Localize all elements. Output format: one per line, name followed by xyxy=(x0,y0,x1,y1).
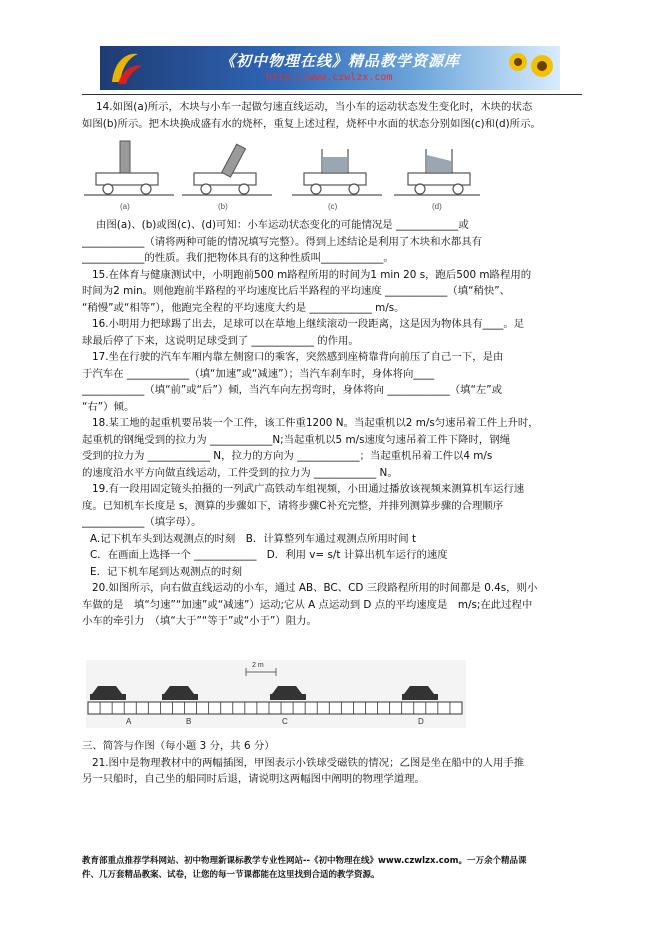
text-line: 如图(b)所示。把木块换成盛有水的烧杯，重复上述过程，烧杯中水面的状态分别如图(c)和(d)所示。 xyxy=(82,117,541,130)
figure-label-c: (c) xyxy=(328,202,338,211)
questions-body xyxy=(82,217,582,630)
header-banner xyxy=(100,46,560,90)
text-line: 车做的是 填“匀速”“加速”或“减速”）运动;它从 A 点运动到 D 点的平均速度是 m/s;在此过程中 xyxy=(82,598,533,611)
text-line: 另一只船时，自己坐的船同时后退，请说明这两幅图中阐明的物理学道理。 xyxy=(82,773,425,785)
text-line: 小车的牵引力 （填“大于”“等于”或“小于”）阻力。 xyxy=(82,615,317,627)
text-line: E．记下机车尾到达观测点的时刻 xyxy=(90,565,243,578)
section-3 xyxy=(82,738,582,788)
cart-figure xyxy=(82,135,482,215)
text-line: ____________（填字母）。 xyxy=(82,516,202,528)
footer-line: 教育部重点推荐学科网站、初中物理新课标教学专业性网站--《初中物理在线》www.czwlzx.com。一万余个精品课 xyxy=(82,856,527,866)
text-line: A.记下机车头到达观测点的时刻 B．计算整列车通过观测点所用时间 t xyxy=(90,532,417,545)
text-line: 14.如图(a)所示，木块与小车一起做匀速直线运动，当小车的运动状态发生变化时，木块的状态 xyxy=(96,101,533,113)
text-line: ____________的性质。我们把物体具有的这种性质叫____________。 xyxy=(82,252,394,264)
text-line: 20.如图所示，向右做直线运动的小车，通过 AB、BC、CD 三段路程所用的时间都是 0.4s，则小 xyxy=(92,582,538,594)
page-footer xyxy=(82,854,582,882)
text-line: 17.坐在行驶的汽车车厢内靠左侧窗口的乘客，突然感到座椅靠背向前压了自己一下，是由 xyxy=(92,351,504,363)
point-d-label: D xyxy=(418,717,424,726)
text-line: 16.小明用力把球踢了出去，足球可以在草地上继续滚动一段距离，这是因为物体具有____。足 xyxy=(92,318,525,330)
site-logo-icon xyxy=(104,48,146,88)
text-line: “稍慢”或“相等”），他跑完全程的平均速度大约是 ____________ m/s。 xyxy=(82,301,405,314)
figure-label-a: (a) xyxy=(120,202,130,211)
text-line: 度。已知机车长度是 s，测算的步骤如下，请将步骤C补充完整，并排列测算步骤的合理顺序 xyxy=(82,499,504,512)
figure-label-d: (d) xyxy=(432,202,442,211)
text-line: 18.某工地的起重机要吊装一个工件，该工件重1200 N。当起重机以2 m/s匀速吊着工件上升时， xyxy=(92,417,539,429)
header-rule xyxy=(82,94,582,95)
footer-line: 件、几万套精品教案、试卷，让您的每一节课都能在这里找到合适的教学资源。 xyxy=(82,870,380,880)
text-line: 球最后停了下来，这说明足球受到了 ____________ 的作用。 xyxy=(82,334,359,347)
question-14-intro xyxy=(82,99,582,132)
scale-label: 2 m xyxy=(252,662,264,669)
text-line: 时间为2 min。则他跑前半路程的平均速度比后半路程的平均速度 ____________（填“稍快”、 xyxy=(82,285,511,297)
text-line: 21.图中是物理教材中的两幅插图，甲图表示小铁球受磁铁的情况；乙图是坐在船中的人用手推 xyxy=(92,756,525,769)
text-line: 受到的拉力为 ____________ N，拉力的方向为 ____________；当起重机吊着工件以4 m/s xyxy=(82,450,493,462)
text-line: 的速度沿水平方向做直线运动，工件受到的拉力为 ____________ N。 xyxy=(82,466,398,479)
section-heading: 三、简答与作图（每小题 3 分，共 6 分） xyxy=(82,740,275,752)
point-a-label: A xyxy=(126,717,132,726)
figure-label-b: (b) xyxy=(218,202,228,211)
car-track-figure xyxy=(86,660,466,728)
text-line: “右”）倾。 xyxy=(82,400,135,413)
point-c-label: C xyxy=(282,717,288,726)
site-title: 《初中物理在线》精品教学资源库 xyxy=(220,52,461,70)
text-line: 起重机的钢绳受到的拉力为 ____________N;当起重机以5 m/s速度匀速吊着工件下降时，钢绳 xyxy=(82,433,510,446)
text-line: ____________（请将两种可能的情况填写完整）。得到上述结论是利用了木块和水都具有 xyxy=(82,235,483,248)
sunflower-icon xyxy=(506,48,556,88)
site-url[interactable]: http://www.czwlzx.com xyxy=(266,72,393,83)
point-b-label: B xyxy=(186,717,192,726)
text-line: 由图(a)、(b)或图(c)、(d)可知：小车运动状态变化的可能情况是 ____________或 xyxy=(96,219,469,231)
text-line: ____________（填“前”或“后”）倾，当汽车向左拐弯时，身体将向 ____________（填“左”或 xyxy=(82,384,503,396)
text-line: 15.在体育与健康测试中，小明跑前500 m路程所用的时间为1 min 20 s，跑后500 m路程用的 xyxy=(92,268,532,281)
text-line: 于汽车在 ____________（填“加速”或“减速”）；当汽车刹车时，身体将向____ xyxy=(82,367,435,380)
text-line: C．在画面上选择一个 ____________ D．利用 v= s/t 计算出机车运行的速度 xyxy=(90,549,448,561)
text-line: 19.有一段用固定镜头拍摄的一列武广高铁动车组视频，小田通过播放该视频来测算机车运行速 xyxy=(92,483,525,495)
